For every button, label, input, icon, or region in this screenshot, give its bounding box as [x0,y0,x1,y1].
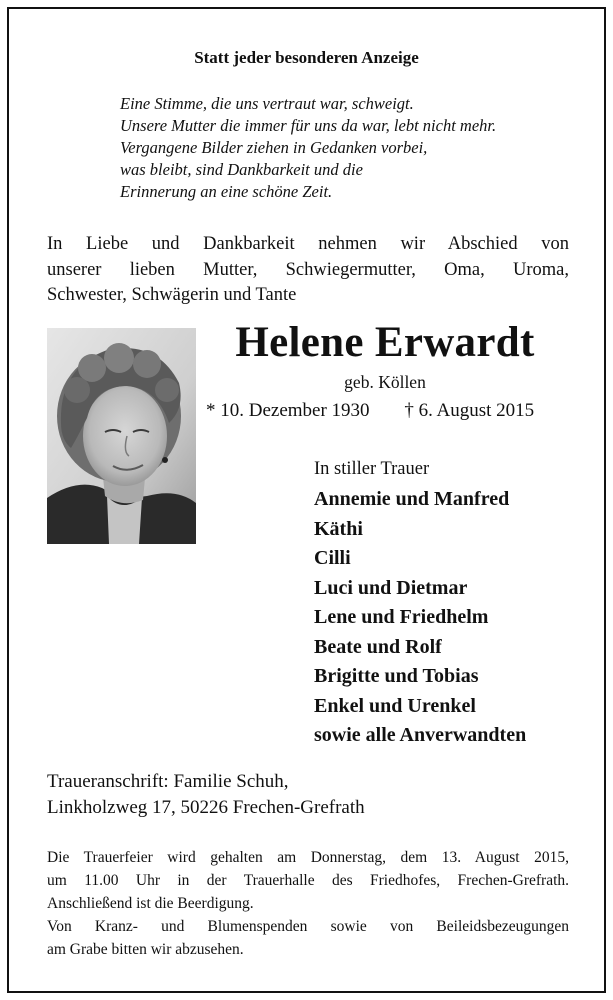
intro-text [47,232,569,309]
address-line: Traueranschrift: Familie Schuh, [47,771,289,792]
portrait-photo [47,328,196,544]
service-line: Anschließend ist die Beerdigung. [47,895,254,912]
service-info [47,846,569,961]
service-line: Von Kranz- und Blumenspenden sowie von Beileidsbezeugungen [47,918,569,935]
poem-line: Unsere Mutter die immer für uns da war, lebt nicht mehr. [120,116,497,135]
mourner-name: Käthi [314,517,363,540]
mourners-list [314,485,526,751]
birth-date: * 10. Dezember 1930 [206,400,370,421]
address-line: Linkholzweg 17, 50226 Frechen-Grefrath [47,797,365,818]
mourner-name: Luci und Dietmar [314,576,468,599]
mourner-name: Beate und Rolf [314,635,442,658]
intro-line: Schwester, Schwägerin und Tante [47,285,297,305]
mourner-name: Brigitte und Tobias [314,665,479,687]
notice-header: Statt jeder besonderen Anzeige [194,48,419,67]
mourner-name: Cilli [314,547,351,569]
life-dates [206,400,534,422]
intro-line: unserer lieben Mutter, Schwiegermutter, Oma, Uroma, [47,259,569,280]
death-date: † 6. August 2015 [404,400,535,421]
poem [120,93,496,203]
mourner-name: Annemie und Manfred [314,488,510,510]
mourner-name: Enkel und Urenkel [314,694,476,717]
mourning-address [47,769,365,821]
poem-line: Eine Stimme, die uns vertraut war, schweigt. [120,94,414,113]
mourning-label: In stiller Trauer [314,459,430,479]
service-line: am Grabe bitten wir abzusehen. [47,941,244,958]
maiden-name: geb. Köllen [344,372,426,392]
poem-line: was bleibt, sind Dankbarkeit und die [120,160,363,179]
deceased-name: Helene Erwardt [235,319,535,366]
mourner-name: Lene und Friedhelm [314,606,489,628]
service-line: um 11.00 Uhr in der Trauerhalle des Friedhofes, Frechen-Grefrath. [47,872,569,889]
poem-line: Vergangene Bilder ziehen in Gedanken vorbei, [120,138,428,157]
mourner-name: sowie alle Anverwandten [314,724,527,746]
intro-line: In Liebe und Dankbarkeit nehmen wir Abschied von [47,234,569,254]
poem-line: Erinnerung an eine schöne Zeit. [120,182,333,201]
service-line: Die Trauerfeier wird gehalten am Donnerstag, dem 13. August 2015, [47,849,569,866]
